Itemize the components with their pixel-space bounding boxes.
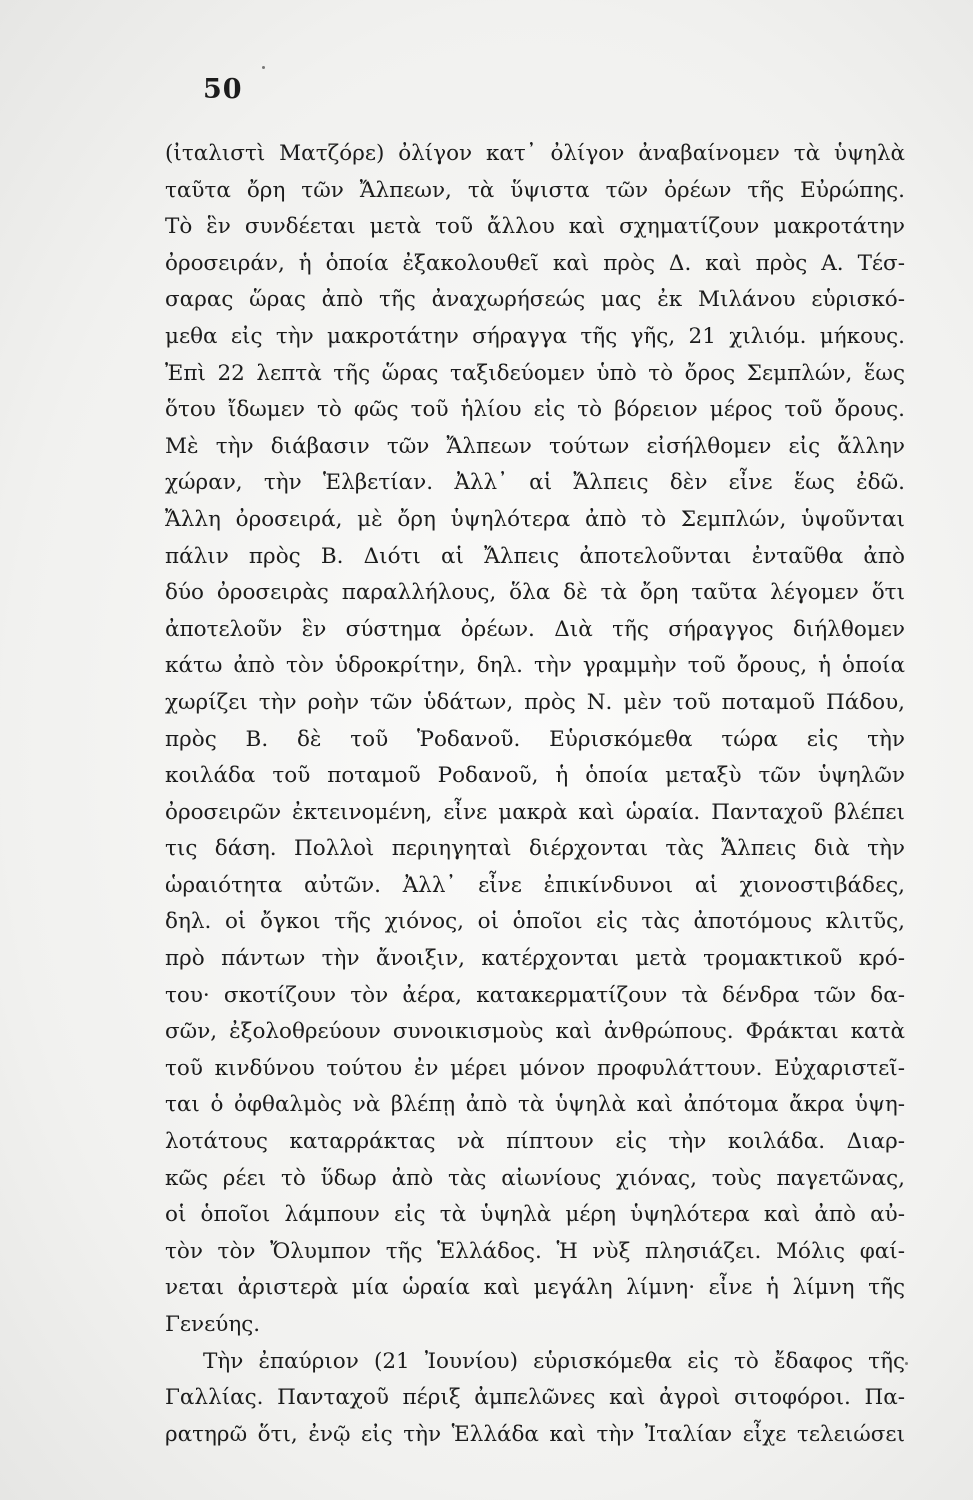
text-line: λοτάτους καταρράκτας νὰ πίπτουν εἰς τὴν κοιλάδα. Διαρ- <box>165 1129 905 1155</box>
text-line: ταῦτα ὄρη τῶν Ἄλπεων, τὰ ὕψιστα τῶν ὀρέων τῆς Εὐρώπης. <box>165 177 905 203</box>
text-line: μεθα εἰς τὴν μακροτάτην σήραγγα τῆς γῆς, 21 χιλιόμ. μήκους. <box>165 323 905 349</box>
text-line: τις δάση. Πολλοὶ περιηγηταὶ διέρχονται τὰς Ἄλπεις διὰ τὴν <box>165 836 905 862</box>
text-line: νεται ἀριστερὰ μία ὡραία καὶ μεγάλη λίμνη· εἶνε ἡ λίμνη τῆς <box>165 1275 905 1301</box>
text-line: κοιλάδα τοῦ ποταμοῦ Ροδανοῦ, ἡ ὁποία μεταξὺ τῶν ὑψηλῶν <box>165 763 905 789</box>
body-text <box>165 136 905 1453</box>
text-line: χωρίζει τὴν ροὴν τῶν ὑδάτων, πρὸς Ν. μὲν τοῦ ποταμοῦ Πάδου, <box>165 689 905 715</box>
text-line: ὀροσειρῶν ἐκτεινομένη, εἶνε μακρὰ καὶ ὡραία. Πανταχοῦ βλέπει <box>165 799 905 825</box>
text-line: Ἄλλη ὀροσειρά, μὲ ὄρη ὑψηλότερα ἀπὸ τὸ Σεμπλών, ὑψοῦνται <box>165 506 905 532</box>
text-line: Τὴν ἐπαύριον (21 Ἰουνίου) εὑρισκόμεθα εἰς τὸ ἔδαφος τῆς <box>203 1348 905 1374</box>
text-line: σαρας ὥρας ἀπὸ τῆς ἀναχωρήσεώς μας ἐκ Μιλάνου εὑρισκό- <box>165 287 905 313</box>
text-line: οἱ ὁποῖοι λάμπουν εἰς τὰ ὑψηλὰ μέρη ὑψηλότερα καὶ ἀπὸ αὐ- <box>165 1202 905 1228</box>
text-line: χώραν, τὴν Ἑλβετίαν. Ἀλλ᾽ αἱ Ἄλπεις δὲν εἶνε ἕως ἐδῶ. <box>165 470 905 496</box>
text-line: ἀποτελοῦν ἓν σύστημα ὀρέων. Διὰ τῆς σήραγγος διήλθομεν <box>165 616 905 642</box>
text-line: σῶν, ἐξολοθρεύουν συνοικισμοὺς καὶ ἀνθρώπους. Φράκται κατὰ <box>165 1019 905 1045</box>
text-line: του· σκοτίζουν τὸν ἀέρα, κατακερματίζουν τὰ δένδρα τῶν δα- <box>165 982 905 1008</box>
page-number: 50 <box>203 74 243 105</box>
text-line: ρατηρῶ ὅτι, ἐνῷ εἰς τὴν Ἑλλάδα καὶ τὴν Ἰταλίαν εἶχε τελειώσει <box>165 1421 905 1447</box>
text-line: Ἐπὶ 22 λεπτὰ τῆς ὥρας ταξιδεύομεν ὑπὸ τὸ ὄρος Σεμπλών, ἕως <box>165 360 905 386</box>
paper-speck <box>262 66 265 69</box>
text-line: τοῦ κινδύνου τούτου ἐν μέρει μόνον προφυλάττουν. Εὐχαριστεῖ- <box>165 1055 905 1081</box>
text-line: ὀροσειράν, ἡ ὁποία ἐξακολουθεῖ καὶ πρὸς Δ. καὶ πρὸς Α. Τέσ- <box>165 250 905 276</box>
text-line: τὸν τὸν Ὄλυμπον τῆς Ἑλλάδος. Ἡ νὺξ πλησιάζει. Μόλις φαί- <box>165 1238 905 1264</box>
text-line: πρὸς Β. δὲ τοῦ Ῥοδανοῦ. Εὑρισκόμεθα τώρα εἰς τὴν <box>165 726 905 752</box>
paper-speck <box>905 1362 908 1365</box>
text-line: κῶς ρέει τὸ ὕδωρ ἀπὸ τὰς αἰωνίους χιόνας, τοὺς παγετῶνας, <box>165 1165 905 1191</box>
text-line: πάλιν πρὸς Β. Διότι αἱ Ἄλπεις ἀποτελοῦνται ἐνταῦθα ἀπὸ <box>165 543 905 569</box>
text-line: (ἰταλιστὶ Ματζόρε) ὀλίγον κατ᾽ ὀλίγον ἀναβαίνομεν τὰ ὑψηλὰ <box>165 141 905 166</box>
text-line: Γενεύης. <box>165 1312 261 1337</box>
text-line: Γαλλίας. Πανταχοῦ πέριξ ἀμπελῶνες καὶ ἀγροὶ σιτοφόροι. Πα- <box>165 1385 905 1411</box>
text-line: πρὸ πάντων τὴν ἄνοιξιν, κατέρχονται μετὰ τρομακτικοῦ κρό- <box>165 946 905 972</box>
text-line: Μὲ τὴν διάβασιν τῶν Ἄλπεων τούτων εἰσήλθομεν εἰς ἄλλην <box>165 433 905 459</box>
text-line: δύο ὀροσειρὰς παραλλήλους, ὅλα δὲ τὰ ὄρη ταῦτα λέγομεν ὅτι <box>165 580 905 606</box>
text-line: Τὸ ἓν συνδέεται μετὰ τοῦ ἄλλου καὶ σχηματίζουν μακροτάτην <box>165 214 905 240</box>
text-line: ὅτου ἴδωμεν τὸ φῶς τοῦ ἡλίου εἰς τὸ βόρειον μέρος τοῦ ὄρους. <box>165 397 905 423</box>
text-line: ται ὁ ὀφθαλμὸς νὰ βλέπῃ ἀπὸ τὰ ὑψηλὰ καὶ ἀπότομα ἄκρα ὑψη- <box>165 1092 905 1118</box>
text-line: ὡραιότητα αὐτῶν. Ἀλλ᾽ εἶνε ἐπικίνδυνοι αἱ χιονοστιβάδες, <box>165 872 905 898</box>
text-line: κάτω ἀπὸ τὸν ὑδροκρίτην, δηλ. τὴν γραμμὴν τοῦ ὄρους, ἡ ὁποία <box>165 653 905 679</box>
text-line: δηλ. οἱ ὄγκοι τῆς χιόνος, οἱ ὁποῖοι εἰς τὰς ἀποτόμους κλιτῦς, <box>165 909 905 935</box>
